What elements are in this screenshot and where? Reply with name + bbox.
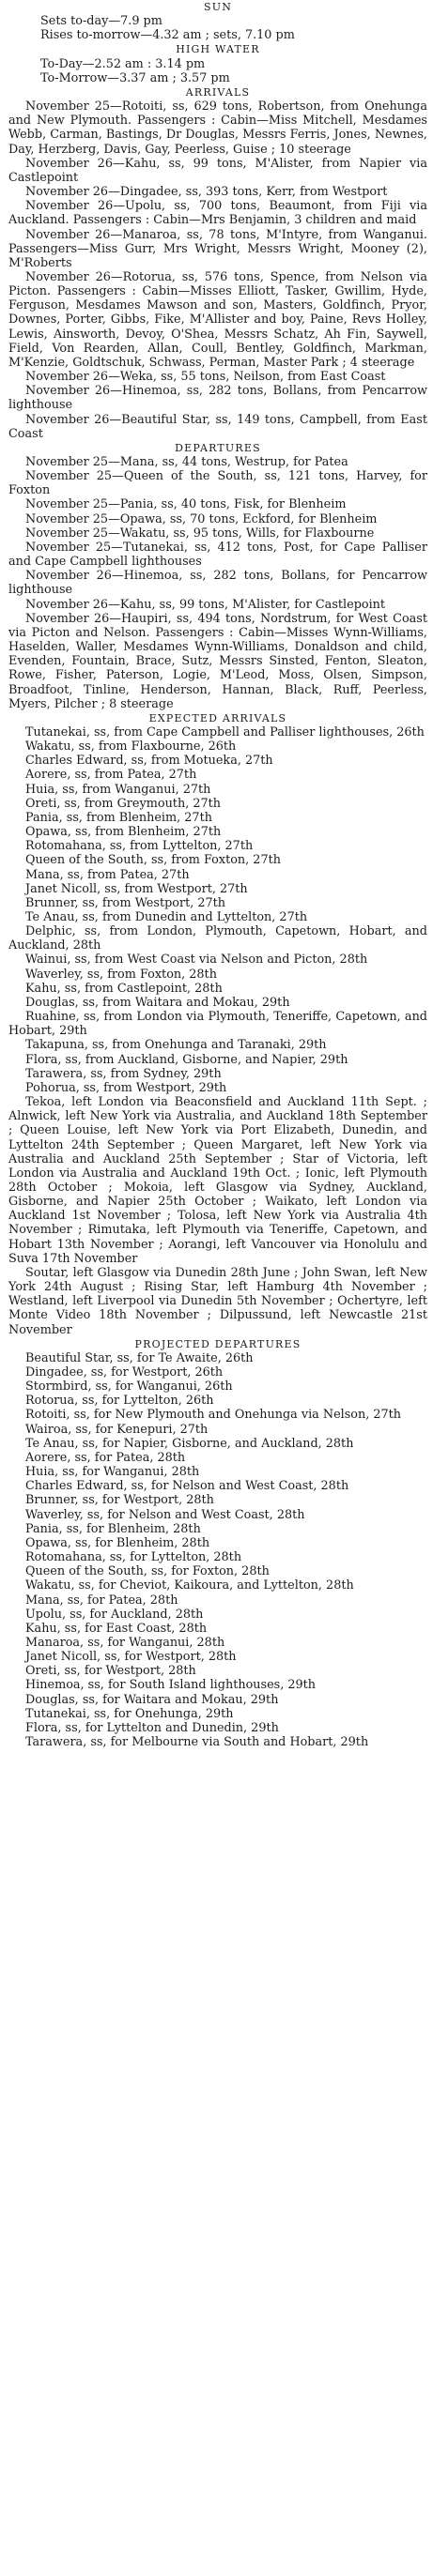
list-item: Opawa, ss, for Blenheim, 28th	[25, 1535, 210, 1550]
list-item: Wainui, ss, from West Coast via Nelson and Picton, 28th	[25, 953, 368, 968]
list-item: November 26—Hinemoa, ss, 282 tons, Bollans, for Pencarrow lighthouse	[8, 569, 427, 598]
list-item: Rotoiti, ss, for New Plymouth and Onehunga via Nelson, 27th	[25, 1408, 402, 1423]
list-item: Pania, ss, from Blenheim, 27th	[25, 810, 212, 825]
expected-arrivals-section	[8, 711, 427, 1337]
list-item: Charles Edward, ss, for Nelson and West Coast, 28th	[25, 1479, 349, 1494]
list-item: November 26—Haupiri, ss, 494 tons, Nordstrum, for West Coast via Picton and Nelson. Passengers : Cabin—Misses Wynn-Williams, Haselden, Waller, Mesdames Wynn-Williams, Donaldson and child, Evenden, Fountain, Brace, Sutz, Messrs Sinsted, Fenton, Sleaton, Rowe, Fisher, Paterson, Logie, M'Leod, Moss, Olsen, Simpson, Broadfoot, Tinline, Henderson, Hannan, Black, Ruff, Peerless, Myers, Pilcher ; 8 steerage	[8, 611, 427, 711]
list-item: Te Anau, ss, for Napier, Gisborne, and Auckland, 28th	[25, 1436, 354, 1451]
list-item: Aorere, ss, for Patea, 28th	[25, 1450, 186, 1465]
list-item: Oreti, ss, from Greymouth, 27th	[25, 796, 221, 811]
high-water-today-line: To-Day—2.52 am : 3.14 pm	[40, 56, 206, 71]
list-item: Rotomahana, ss, from Lyttelton, 27th	[25, 839, 254, 854]
list-item: November 26—Rotorua, ss, 576 tons, Spence, from Nelson via Picton. Passengers : Cabin—Misses Elliott, Tasker, Gwillim, Hyde, Ferguson, Mesdames Mawson and son, Masters, Goldfinch, Pryor, Downes, Porter, Gibbs, Fike, M'Allister and boy, Paine, Revs Holley, Lewis, Ainsworth, Devoy, O'Shea, Messrs Schatz, Ah Fin, Saywell, Field, Von Rearden, Allan, Coull, Bentley, Goldfinch, Markman, M'Kenzie, Goldtschuk, Schwass, Perman, Master Park ; 4 steerage	[8, 269, 427, 370]
list-item: Douglas, ss, from Waitara and Mokau, 29th	[25, 995, 290, 1010]
list-item: Manaroa, ss, for Wanganui, 28th	[25, 1635, 225, 1650]
list-item: Kahu, ss, for East Coast, 28th	[25, 1621, 208, 1636]
arrivals-heading: ARRIVALS	[185, 85, 251, 99]
expected-arrivals-heading: EXPECTED ARRIVALS	[148, 711, 287, 724]
list-item: November 25—Mana, ss, 44 tons, Westrup, for Patea	[25, 455, 348, 469]
list-item: Te Anau, ss, from Dunedin and Lyttelton, 27th	[25, 910, 308, 924]
list-item: Wakatu, ss, from Flaxbourne, 26th	[25, 739, 237, 755]
list-item: Queen of the South, ss, from Foxton, 27th	[25, 853, 281, 868]
list-item: Brunner, ss, from Westport, 27th	[25, 895, 226, 910]
projected-departures-heading: PROJECTED DEPARTURES	[134, 1337, 302, 1350]
sunset-line: Sets to-day—7.9 pm	[40, 14, 162, 29]
list-item: Tarawera, ss, from Sydney, 29th	[25, 1066, 222, 1081]
list-item: Douglas, ss, for Waitara and Mokau, 29th	[25, 1692, 279, 1707]
list-item: Ruahine, ss, from London via Plymouth, Teneriffe, Capetown, and Hobart, 29th	[8, 1010, 427, 1039]
list-item: November 26—Weka, ss, 55 tons, Neilson, from East Coast	[25, 370, 386, 385]
list-item: November 25—Pania, ss, 40 tons, Fisk, for Blenheim	[25, 497, 347, 512]
list-item: Tutanekai, ss, from Cape Campbell and Palliser lighthouses, 26th	[25, 724, 425, 739]
list-item: Waverley, ss, from Foxton, 28th	[25, 967, 217, 982]
list-item: November 26—Manaroa, ss, 78 tons, M'Intyre, from Wanganui. Passengers—Miss Gurr, Mrs Wright, Messrs Wright, Mooney (2), M'Roberts	[8, 227, 427, 270]
list-item: Soutar, left Glasgow via Dunedin 28th June ; John Swan, left New York 24th August ; Rising Star, left Hamburg 4th November ; Westland, left Liverpool via Dunedin 5th November ; Ochertyre, left Monte Video 18th November ; Dilpussund, left Newcastle 21st November	[8, 1265, 427, 1337]
list-item: Tekoa, left London via Beaconsfield and Auckland 11th Sept. ; Alnwick, left New York via Australia, and Auckland 18th September ; Queen Louise, left New York via Port Elizabeth, Dunedin, and Lyttelton 24th September ; Queen Margaret, left New York via Australia and Auckland 25th September ; Star of Victoria, left London via Australia and Auckland 19th Oct. ; Ionic, left Plymouth 28th October ; Mokoia, left Glasgow via Sydney, Auckland, Gisborne, and Napier 25th October ; Waikato, left London via Auckland 1st November ; Tolosa, left New York via Australia 4th November ; Rimutaka, left Plymouth via Teneriffe, Capetown, and Hobart 13th November ; Aorangi, left Vancouver via Honolulu and Suva 17th November	[8, 1095, 427, 1266]
list-item: Pania, ss, for Blenheim, 28th	[25, 1521, 201, 1536]
sunrise-line: Rises to-morrow—4.32 am ; sets, 7.10 pm	[40, 28, 295, 43]
list-item: Janet Nicoll, ss, for Westport, 28th	[25, 1650, 237, 1665]
high-water-tomorrow-line: To-Morrow—3.37 am ; 3.57 pm	[40, 70, 230, 85]
list-item: November 26—Upolu, ss, 700 tons, Beaumont, from Fiji via Auckland. Passengers : Cabin—Mrs Benjamin, 3 children and maid	[8, 199, 427, 228]
list-item: Waverley, ss, for Nelson and West Coast, 28th	[25, 1507, 305, 1522]
list-item: Upolu, ss, for Auckland, 28th	[25, 1607, 204, 1622]
list-item: Brunner, ss, for Westport, 28th	[25, 1493, 214, 1508]
list-item: Beautiful Star, ss, for Te Awaite, 26th	[25, 1350, 254, 1365]
departures-list	[8, 455, 427, 711]
projected-departures-section	[8, 1337, 427, 1750]
high-water-heading: HIGH WATER	[176, 43, 260, 56]
list-item: Huia, ss, from Wanganui, 27th	[25, 782, 211, 797]
list-item: Pohorua, ss, from Westport, 29th	[25, 1080, 227, 1095]
list-item: November 26—Kahu, ss, 99 tons, M'Alister, from Napier via Castlepoint	[8, 156, 427, 185]
list-item: Janet Nicoll, ss, from Westport, 27th	[25, 881, 248, 896]
list-item: Rotomahana, ss, for Lyttelton, 28th	[25, 1550, 242, 1565]
list-item: Flora, ss, for Lyttelton and Dunedin, 29th	[25, 1720, 279, 1735]
departures-section	[8, 441, 427, 711]
list-item: November 26—Kahu, ss, 99 tons, M'Alister, for Castlepoint	[25, 597, 386, 612]
list-item: Charles Edward, ss, from Motueka, 27th	[25, 754, 273, 769]
arrivals-list	[8, 99, 427, 441]
list-item: Dingadee, ss, for Westport, 26th	[25, 1365, 224, 1379]
list-item: Hinemoa, ss, for South Island lighthouses, 29th	[25, 1678, 317, 1693]
list-item: Rotorua, ss, for Lyttelton, 26th	[25, 1394, 214, 1409]
list-item: November 26—Beautiful Star, ss, 149 tons, Campbell, from East Coast	[8, 412, 427, 441]
list-item: Mana, ss, for Patea, 28th	[25, 1593, 178, 1608]
list-item: November 25—Tutanekai, ss, 412 tons, Post, for Cape Palliser and Cape Campbell lighthouses	[8, 540, 427, 570]
list-item: November 25—Wakatu, ss, 95 tons, Wills, for Flaxbourne	[25, 526, 375, 541]
list-item: Wairoa, ss, for Kenepuri, 27th	[25, 1422, 209, 1437]
sun-section	[8, 0, 427, 42]
sun-heading: SUN	[203, 1, 233, 13]
list-item: Oreti, ss, for Westport, 28th	[25, 1664, 196, 1679]
projected-departures-list	[8, 1351, 427, 1749]
list-item: November 25—Queen of the South, ss, 121 tons, Harvey, for Foxton	[8, 469, 427, 498]
list-item: Queen of the South, ss, for Foxton, 28th	[25, 1564, 270, 1579]
list-item: Kahu, ss, from Castlepoint, 28th	[25, 981, 223, 996]
list-item: Huia, ss, for Wanganui, 28th	[25, 1465, 200, 1480]
list-item: November 26—Hinemoa, ss, 282 tons, Bollans, from Pencarrow lighthouse	[8, 384, 427, 413]
list-item: Wakatu, ss, for Cheviot, Kaikoura, and Lyttelton, 28th	[25, 1578, 354, 1593]
list-item: Takapuna, ss, from Onehunga and Taranaki, 29th	[25, 1038, 327, 1053]
list-item: Tarawera, ss, for Melbourne via South and Hobart, 29th	[25, 1735, 369, 1750]
list-item: Stormbird, ss, for Wanganui, 26th	[25, 1379, 233, 1395]
arrivals-section	[8, 85, 427, 441]
list-item: November 25—Rotoiti, ss, 629 tons, Robertson, from Onehunga and New Plymouth. Passengers : Cabin—Miss Mitchell, Mesdames Webb, Carman, Bastings, Dr Douglas, Messrs Ferris, Jones, Newnes, Day, Herzberg, Davis, Gay, Peerless, Guise ; 10 steerage	[8, 99, 427, 157]
list-item: Delphic, ss, from London, Plymouth, Capetown, Hobart, and Auckland, 28th	[8, 924, 427, 953]
list-item: November 25—Opawa, ss, 70 tons, Eckford, for Blenheim	[25, 511, 378, 526]
list-item: Mana, ss, from Patea, 27th	[25, 867, 190, 882]
expected-arrivals-list	[8, 725, 427, 1337]
list-item: November 26—Dingadee, ss, 393 tons, Kerr, from Westport	[25, 185, 388, 200]
list-item: Aorere, ss, from Patea, 27th	[25, 768, 197, 783]
list-item: Flora, ss, from Auckland, Gisborne, and Napier, 29th	[25, 1052, 348, 1067]
high-water-section	[8, 42, 427, 84]
list-item: Opawa, ss, from Blenheim, 27th	[25, 825, 222, 840]
list-item: Tutanekai, ss, for Onehunga, 29th	[25, 1706, 234, 1721]
departures-heading: DEPARTURES	[175, 441, 261, 454]
